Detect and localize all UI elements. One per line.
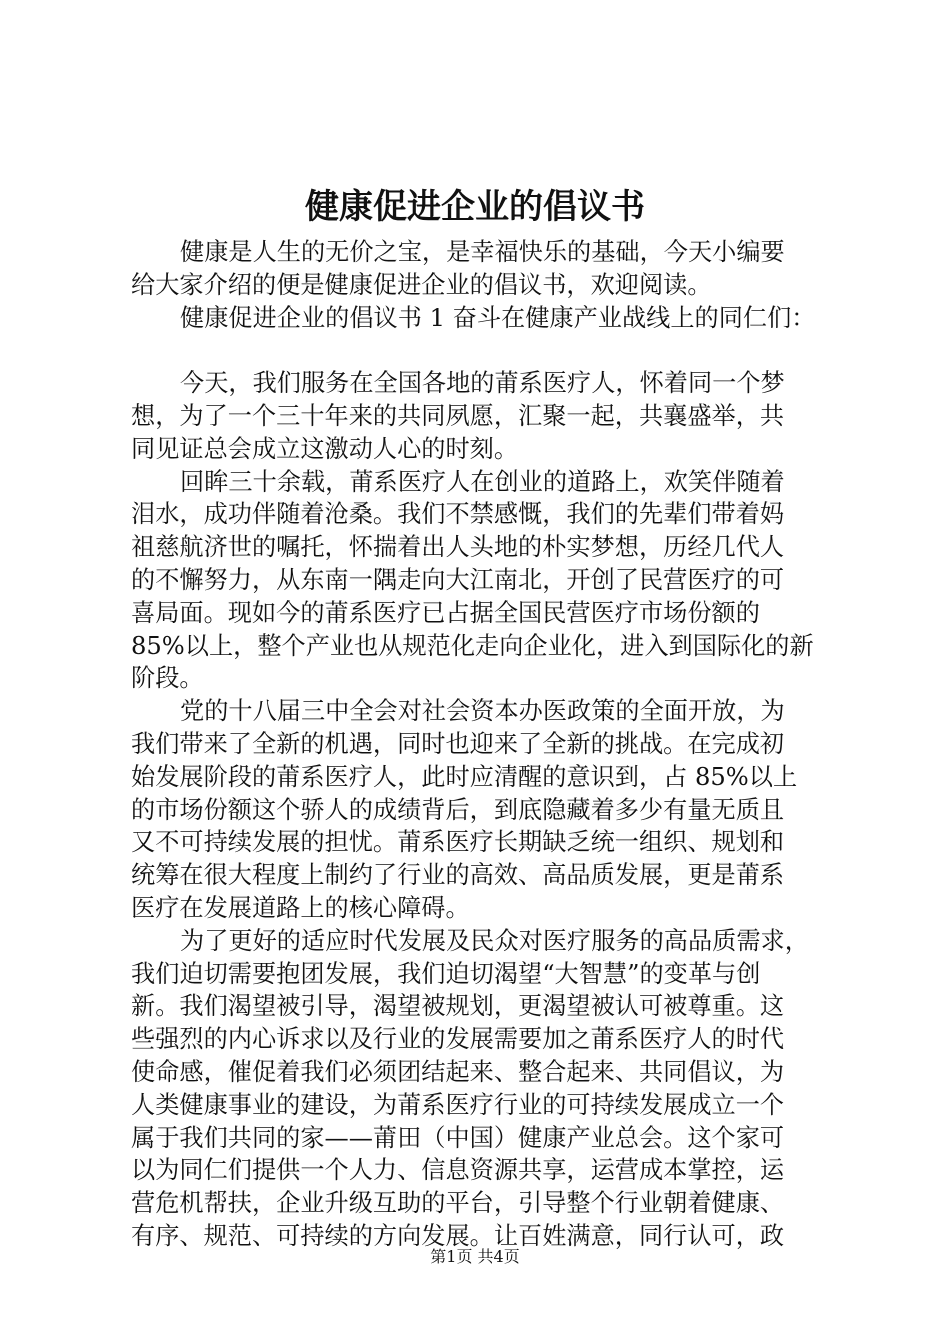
page-footer: 第1页 共4页 bbox=[430, 1247, 520, 1266]
body-line: 统筹在很大程度上制约了行业的高效、高品质发展，更是莆系 bbox=[131, 861, 785, 890]
body-line: 泪水，成功伴随着沧桑。我们不禁感慨，我们的先辈们带着妈 bbox=[131, 500, 785, 529]
body-line: 今天，我们服务在全国各地的莆系医疗人，怀着同一个梦 bbox=[180, 369, 785, 398]
body-line bbox=[131, 334, 831, 367]
body-line: 我们迫切需要抱团发展，我们迫切渴望“大智慧”的变革与创 bbox=[131, 959, 761, 988]
body-line: 阶段。 bbox=[131, 664, 204, 693]
body-line: 党的十八届三中全会对社会资本办医政策的全面开放，为 bbox=[180, 697, 785, 726]
body-line: 新。我们渴望被引导，渴望被规划，更渴望被认可被尊重。这 bbox=[131, 992, 785, 1021]
document-title: 健康促进企业的倡议书 bbox=[305, 187, 645, 227]
body-line: 以为同仁们提供一个人力、信息资源共享，运营成本掌控，运 bbox=[131, 1156, 785, 1185]
body-line: 些强烈的内心诉求以及行业的发展需要加之莆系医疗人的时代 bbox=[131, 1025, 785, 1054]
body-line: 使命感，催促着我们必须团结起来、整合起来、共同倡议，为 bbox=[131, 1057, 785, 1086]
document-body bbox=[131, 236, 831, 1253]
body-line: 想，为了一个三十年来的共同夙愿，汇聚一起，共襄盛举，共 bbox=[131, 401, 785, 430]
body-line: 给大家介绍的便是健康促进企业的倡议书，欢迎阅读。 bbox=[131, 270, 712, 299]
body-line: 健康是人生的无价之宝，是幸福快乐的基础，今天小编要 bbox=[180, 238, 785, 266]
body-line: 85%以上，整个产业也从规范化走向企业化，进入到国际化的新 bbox=[131, 631, 814, 660]
body-line: 为了更好的适应时代发展及民众对医疗服务的高品质需求， bbox=[180, 926, 809, 955]
body-line: 有序、规范、可持续的方向发展。让百姓满意，同行认可，政 bbox=[131, 1221, 785, 1250]
body-line: 营危机帮扶，企业升级互助的平台，引导整个行业朝着健康、 bbox=[131, 1189, 785, 1218]
body-line: 医疗在发展道路上的核心障碍。 bbox=[131, 893, 470, 922]
body-line: 的市场份额这个骄人的成绩背后，到底隐藏着多少有量无质且 bbox=[131, 795, 785, 824]
body-line: 回眸三十余载，莆系医疗人在创业的道路上，欢笑伴随着 bbox=[180, 467, 785, 496]
body-line: 又不可持续发展的担忧。莆系医疗长期缺乏统一组织、规划和 bbox=[131, 828, 785, 857]
body-line: 健康促进企业的倡议书 1 奋斗在健康产业战线上的同仁们： bbox=[180, 303, 816, 332]
body-line: 的不懈努力，从东南一隅走向大江南北，开创了民营医疗的可 bbox=[131, 565, 785, 594]
body-line: 人类健康事业的建设，为莆系医疗行业的可持续发展成立一个 bbox=[131, 1090, 785, 1119]
body-line: 始发展阶段的莆系医疗人，此时应清醒的意识到，占 85%以上 bbox=[131, 762, 798, 791]
body-line: 我们带来了全新的机遇，同时也迎来了全新的挑战。在完成初 bbox=[131, 729, 785, 758]
body-line: 属于我们共同的家——莆田（中国）健康产业总会。这个家可 bbox=[131, 1123, 785, 1152]
body-line: 喜局面。现如今的莆系医疗已占据全国民营医疗市场份额的 bbox=[131, 598, 760, 627]
body-line: 同见证总会成立这激动人心的时刻。 bbox=[131, 434, 519, 463]
body-line: 祖慈航济世的嘱托，怀揣着出人头地的朴实梦想，历经几代人 bbox=[131, 533, 785, 562]
